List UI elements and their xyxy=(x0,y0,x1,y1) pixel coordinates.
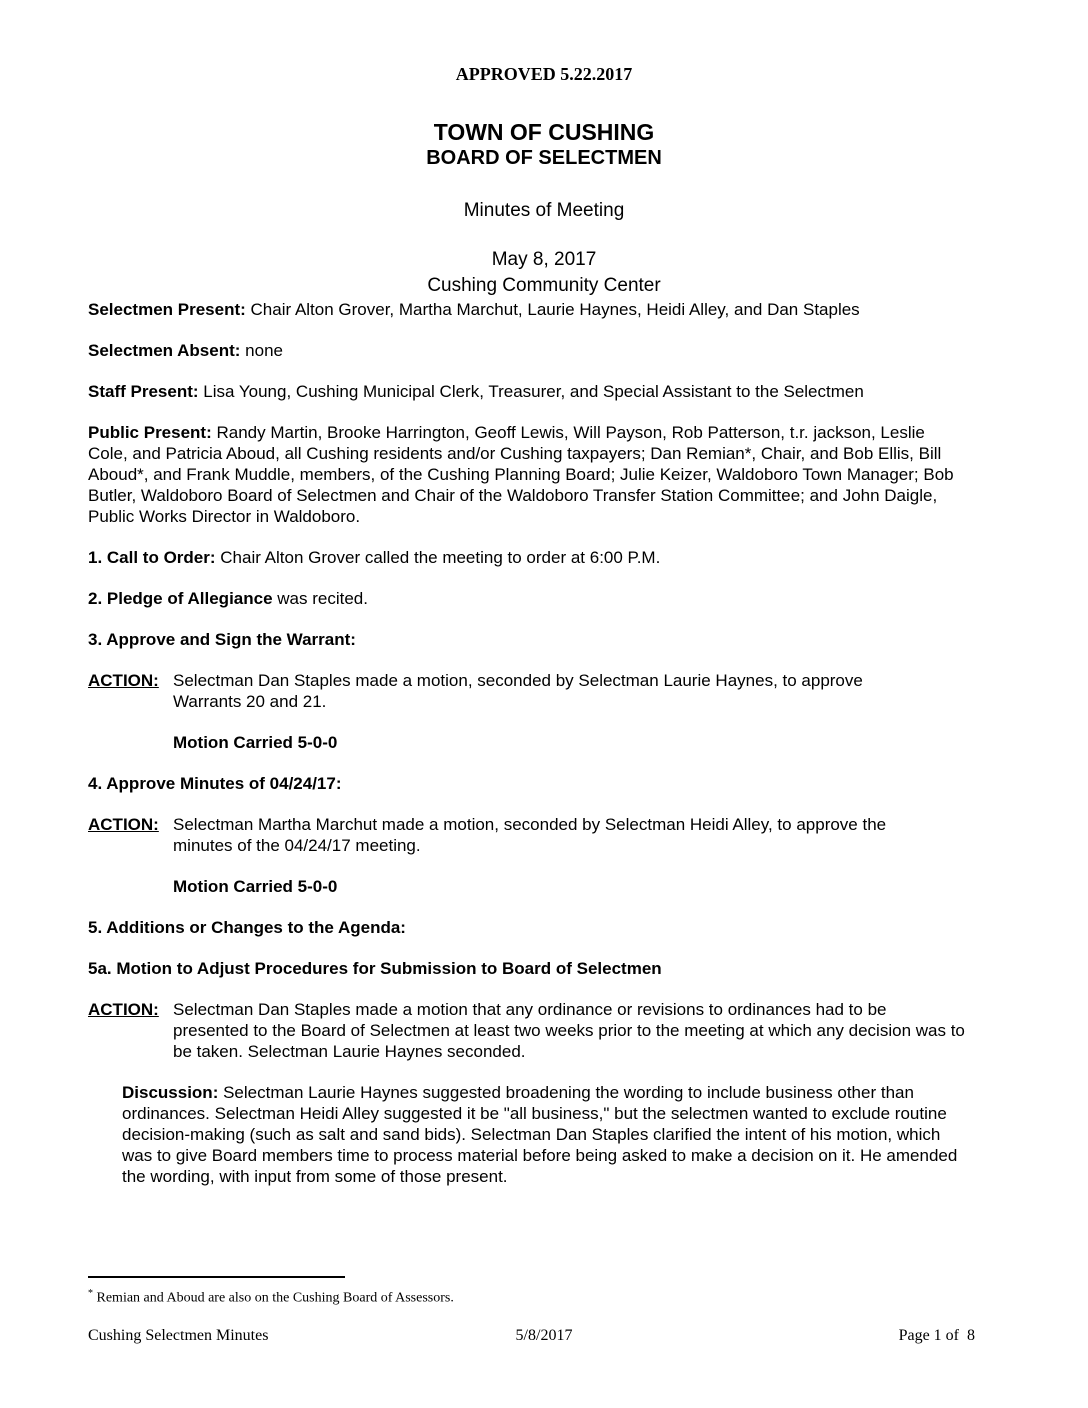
procedures-action-line-1: Selectman Dan Staples made a motion that any ordinance or revisions to ordinances had to be xyxy=(173,1000,887,1019)
public-present-line-3: Aboud*, and Frank Muddle, members, of the Cushing Planning Board; Julie Keizer, Waldoboro Town Manager; Bob xyxy=(88,465,954,484)
footer-date: 5/8/2017 xyxy=(515,1327,573,1344)
selectmen-absent-line xyxy=(88,340,1000,361)
minutes-action-line-2: minutes of the 04/24/17 meeting. xyxy=(173,836,421,855)
public-present-label: Public Present: xyxy=(88,423,212,442)
agenda-item-minutes xyxy=(88,773,1000,794)
agenda-item-1-text: Chair Alton Grover called the meeting to order at 6:00 P.M. xyxy=(220,548,661,567)
discussion-line-4: was to give Board members time to process material before being asked to make a decision on it. He amended xyxy=(122,1146,958,1165)
selectmen-absent-label: Selectmen Absent: xyxy=(88,341,241,360)
minutes-action-text xyxy=(173,814,1000,856)
warrant-action-line-1: Selectman Dan Staples made a motion, seconded by Selectman Laurie Haynes, to approve xyxy=(173,671,863,690)
selectmen-absent-names: none xyxy=(245,341,283,360)
discussion-line-3: decision-making (such as salt and sand bids). Selectman Dan Staples clarified the intent of his motion, which xyxy=(122,1125,941,1144)
agenda-item-1-heading: 1. Call to Order: xyxy=(88,548,216,567)
footnote-marker: * xyxy=(88,1288,93,1299)
agenda-item-procedures xyxy=(88,958,1000,979)
agenda-item-warrant xyxy=(88,629,1000,650)
public-present-line-5: Public Works Director in Waldoboro. xyxy=(88,507,361,526)
staff-present-names: Lisa Young, Cushing Municipal Clerk, Treasurer, and Special Assistant to the Selectmen xyxy=(203,382,864,401)
selectmen-present-line xyxy=(88,299,1000,320)
document-content xyxy=(88,0,1000,1207)
warrant-action-line-2: Warrants 20 and 21. xyxy=(173,692,327,711)
public-present-line-2: Cole, and Patricia Aboud, all Cushing residents and/or Cushing taxpayers; Dan Remian*, Chair, and Bob Ellis, Bill xyxy=(88,444,942,463)
agenda-item-5a-heading: 5a. Motion to Adjust Procedures for Submission to Board of Selectmen xyxy=(88,959,662,978)
discussion-line-1 xyxy=(122,1082,1000,1103)
approved-stamp: APPROVED 5.22.2017 xyxy=(455,64,633,84)
document-title-board: BOARD OF SELECTMEN xyxy=(426,147,662,169)
footer-page-number: Page 1 of 8 xyxy=(898,1327,975,1344)
page-footer xyxy=(88,1326,1000,1346)
warrant-action-paragraph xyxy=(88,670,1000,712)
warrant-motion-result: Motion Carried 5-0-0 xyxy=(173,733,338,752)
footer-document-title: Cushing Selectmen Minutes xyxy=(88,1327,269,1344)
agenda-item-pledge xyxy=(88,588,1000,609)
discussion-label: Discussion: xyxy=(122,1083,219,1102)
footnote-text: Remian and Aboud are also on the Cushing Board of Assessors. xyxy=(96,1290,454,1306)
public-present-paragraph xyxy=(88,422,1000,527)
footnote xyxy=(88,1285,454,1308)
document-title-town: TOWN OF CUSHING xyxy=(433,119,655,145)
discussion-paragraph xyxy=(122,1082,1000,1187)
procedures-action-label: ACTION: xyxy=(88,1000,159,1019)
discussion-line-2: ordinances. Selectman Heidi Alley suggested it be "all business," but the selectmen wanted to exclude routine xyxy=(122,1104,947,1123)
meeting-location: Cushing Community Center xyxy=(427,275,661,296)
minutes-motion-result: Motion Carried 5-0-0 xyxy=(173,877,338,896)
agenda-item-2-heading: 2. Pledge of Allegiance xyxy=(88,589,273,608)
procedures-action-text xyxy=(173,999,1000,1062)
warrant-action-label: ACTION: xyxy=(88,671,159,690)
minutes-action-paragraph xyxy=(88,814,1000,856)
staff-present-label: Staff Present: xyxy=(88,382,199,401)
staff-present-line xyxy=(88,381,1000,402)
warrant-action-text xyxy=(173,670,1000,712)
selectmen-present-names: Chair Alton Grover, Martha Marchut, Laurie Haynes, Heidi Alley, and Dan Staples xyxy=(250,300,860,319)
agenda-item-4-heading: 4. Approve Minutes of 04/24/17: xyxy=(88,774,342,793)
procedures-action-line-3: be taken. Selectman Laurie Haynes seconded. xyxy=(173,1042,526,1061)
procedures-action-paragraph xyxy=(88,999,1000,1062)
selectmen-present-label: Selectmen Present: xyxy=(88,300,246,319)
minutes-action-label: ACTION: xyxy=(88,815,159,834)
public-present-line-1: Randy Martin, Brooke Harrington, Geoff Lewis, Will Payson, Rob Patterson, t.r. jackson, Leslie xyxy=(216,423,925,442)
agenda-item-5-heading: 5. Additions or Changes to the Agenda: xyxy=(88,918,406,937)
procedures-action-line-2: presented to the Board of Selectmen at least two weeks prior to the meeting at which any decision was to xyxy=(173,1021,965,1040)
footnote-separator-rule xyxy=(88,1276,345,1278)
discussion-line-1-text: Selectman Laurie Haynes suggested broadening the wording to include business other than xyxy=(223,1083,914,1102)
minutes-action-line-1: Selectman Martha Marchut made a motion, seconded by Selectman Heidi Alley, to approve the xyxy=(173,815,887,834)
discussion-line-5: the wording, with input from some of those present. xyxy=(122,1167,508,1186)
meeting-date: May 8, 2017 xyxy=(491,249,597,270)
public-present-line-4: Butler, Waldoboro Board of Selectmen and Chair of the Waldoboro Transfer Station Committee; and John Daigle, xyxy=(88,486,938,505)
agenda-item-additions xyxy=(88,917,1000,938)
agenda-item-call-to-order xyxy=(88,547,1000,568)
agenda-item-3-heading: 3. Approve and Sign the Warrant: xyxy=(88,630,356,649)
document-subtitle: Minutes of Meeting xyxy=(463,200,625,221)
agenda-item-2-text: was recited. xyxy=(277,589,368,608)
